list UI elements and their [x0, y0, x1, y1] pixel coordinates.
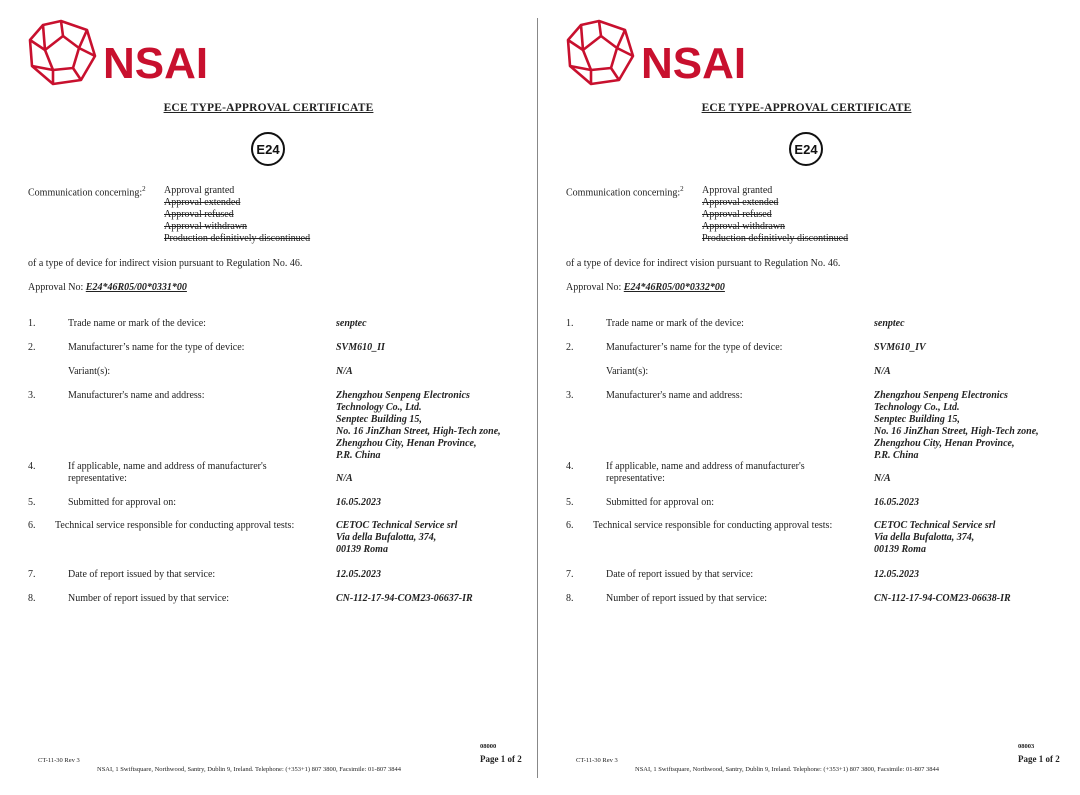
- item-4-label: If applicable, name and address of manufacturer's representative:: [68, 461, 267, 484]
- nsai-logo: [563, 18, 763, 88]
- option-approval-withdrawn: Approval withdrawn: [702, 221, 786, 232]
- item-8-value: CN-112-17-94-COM23-06637-IR: [336, 593, 473, 604]
- item-8-number: 8.: [28, 593, 36, 604]
- item-1-label: Trade name or mark of the device:: [606, 318, 744, 329]
- e24-mark-icon: E24: [789, 132, 823, 166]
- variants-label: Variant(s):: [606, 366, 649, 377]
- item-8-label: Number of report issued by that service:: [68, 593, 230, 604]
- nsai-logo-icon: [25, 18, 225, 88]
- item-6-number: 6.: [28, 520, 36, 531]
- item-8-label: Number of report issued by that service:: [606, 593, 768, 604]
- device-sentence: of a type of device for indirect vision pursuant to Regulation No. 46.: [28, 258, 303, 269]
- option-approval-withdrawn: Approval withdrawn: [164, 221, 248, 232]
- item-4-value: N/A: [336, 473, 353, 484]
- item-7-label: Date of report issued by that service:: [606, 569, 754, 580]
- option-approval-granted: Approval granted: [702, 185, 773, 196]
- item-4-number: 4.: [566, 461, 574, 472]
- option-approval-extended: Approval extended: [164, 197, 241, 208]
- approval-number-line: Approval No: E24*46R05/00*0332*00: [566, 282, 725, 293]
- item-3-number: 3.: [566, 390, 574, 401]
- communication-label: Communication concerning:$^2$: [566, 185, 684, 199]
- item-5-label: Submitted for approval on:: [68, 497, 177, 508]
- item-5-number: 5.: [28, 497, 36, 508]
- item-2-number: 2.: [28, 342, 36, 353]
- item-6-value: CETOC Technical Service srl Via della Bufalotta, 374, 00139 Roma: [336, 520, 458, 555]
- page-indicator: Page 1 of 2: [1018, 754, 1060, 764]
- item-7-label: Date of report issued by that service:: [68, 569, 216, 580]
- item-1-value: senptec: [874, 318, 905, 329]
- item-7-value: 12.05.2023: [874, 569, 919, 580]
- certificate-page-2: [538, 0, 1075, 795]
- item-3-number: 3.: [28, 390, 36, 401]
- document-number: 08000: [480, 743, 497, 750]
- svg-text:NSAI: NSAI: [103, 39, 209, 88]
- item-1-number: 1.: [566, 318, 574, 329]
- item-5-value: 16.05.2023: [874, 497, 919, 508]
- item-2-label: Manufacturer’s name for the type of device:: [68, 342, 245, 353]
- item-1-number: 1.: [28, 318, 36, 329]
- item-7-value: 12.05.2023: [336, 569, 381, 580]
- device-sentence: of a type of device for indirect vision pursuant to Regulation No. 46.: [566, 258, 841, 269]
- form-code: CT-11-30 Rev 3: [576, 757, 618, 764]
- item-1-label: Trade name or mark of the device:: [68, 318, 206, 329]
- item-4-label: If applicable, name and address of manufacturer's representative:: [606, 461, 805, 484]
- nsai-logo: [25, 18, 225, 88]
- certificate-title: ECE TYPE-APPROVAL CERTIFICATE: [701, 102, 912, 114]
- item-8-number: 8.: [566, 593, 574, 604]
- item-6-label: Technical service responsible for conducting approval tests:: [55, 520, 295, 531]
- certificate-page-1: [0, 0, 537, 795]
- item-3-label: Manufacturer's name and address:: [606, 390, 743, 401]
- item-8-value: CN-112-17-94-COM23-06638-IR: [874, 593, 1011, 604]
- item-3-label: Manufacturer's name and address:: [68, 390, 205, 401]
- item-5-number: 5.: [566, 497, 574, 508]
- communication-options: [164, 185, 310, 245]
- item-7-number: 7.: [566, 569, 574, 580]
- option-approval-granted: Approval granted: [164, 185, 235, 196]
- variants-value: N/A: [336, 366, 353, 377]
- footer-address: NSAI, 1 Swiftsquare, Northwood, Santry, Dublin 9, Ireland. Telephone: (+353+1) 807 3800, Facsimile: 01-807 3844: [635, 766, 940, 773]
- item-3-value: Zhengzhou Senpeng Electronics Technology Co., Ltd. Senptec Building 15, No. 16 JinZhan Street, High-Tech zone, Zhengzhou City, Henan Province, P.R. China: [336, 390, 501, 461]
- option-approval-refused: Approval refused: [702, 209, 772, 220]
- form-code: CT-11-30 Rev 3: [38, 757, 80, 764]
- item-6-label: Technical service responsible for conducting approval tests:: [593, 520, 833, 531]
- footer-address: NSAI, 1 Swiftsquare, Northwood, Santry, Dublin 9, Ireland. Telephone: (+353+1) 807 3800, Facsimile: 01-807 3844: [97, 766, 402, 773]
- item-2-number: 2.: [566, 342, 574, 353]
- approval-number: E24*46R05/00*0331*00: [85, 282, 187, 293]
- item-7-number: 7.: [28, 569, 36, 580]
- item-4-number: 4.: [28, 461, 36, 472]
- option-approval-refused: Approval refused: [164, 209, 234, 220]
- e24-mark-icon: E24: [251, 132, 285, 166]
- option-production-discontinued: Production definitively discontinued: [164, 233, 311, 244]
- item-5-value: 16.05.2023: [336, 497, 381, 508]
- item-6-value: CETOC Technical Service srl Via della Bufalotta, 374, 00139 Roma: [874, 520, 996, 555]
- option-approval-extended: Approval extended: [702, 197, 779, 208]
- item-4-value: N/A: [874, 473, 891, 484]
- item-2-value: SVM610_II: [336, 342, 385, 353]
- item-3-value: Zhengzhou Senpeng Electronics Technology Co., Ltd. Senptec Building 15, No. 16 JinZhan Street, High-Tech zone, Zhengzhou City, Henan Province, P.R. China: [874, 390, 1039, 461]
- nsai-logo-icon: [563, 18, 763, 88]
- variants-value: N/A: [874, 366, 891, 377]
- approval-number: E24*46R05/00*0332*00: [623, 282, 725, 293]
- certificate-title: ECE TYPE-APPROVAL CERTIFICATE: [163, 102, 374, 114]
- item-2-value: SVM610_IV: [874, 342, 926, 353]
- communication-label: Communication concerning:$^2$: [28, 185, 146, 199]
- item-2-label: Manufacturer’s name for the type of device:: [606, 342, 783, 353]
- item-5-label: Submitted for approval on:: [606, 497, 715, 508]
- variants-label: Variant(s):: [68, 366, 111, 377]
- page-indicator: Page 1 of 2: [480, 754, 522, 764]
- option-production-discontinued: Production definitively discontinued: [702, 233, 849, 244]
- item-1-value: senptec: [336, 318, 367, 329]
- svg-text:NSAI: NSAI: [641, 39, 747, 88]
- approval-number-line: Approval No: E24*46R05/00*0331*00: [28, 282, 187, 293]
- document-number: 08003: [1018, 743, 1035, 750]
- item-6-number: 6.: [566, 520, 574, 531]
- communication-options: [702, 185, 848, 245]
